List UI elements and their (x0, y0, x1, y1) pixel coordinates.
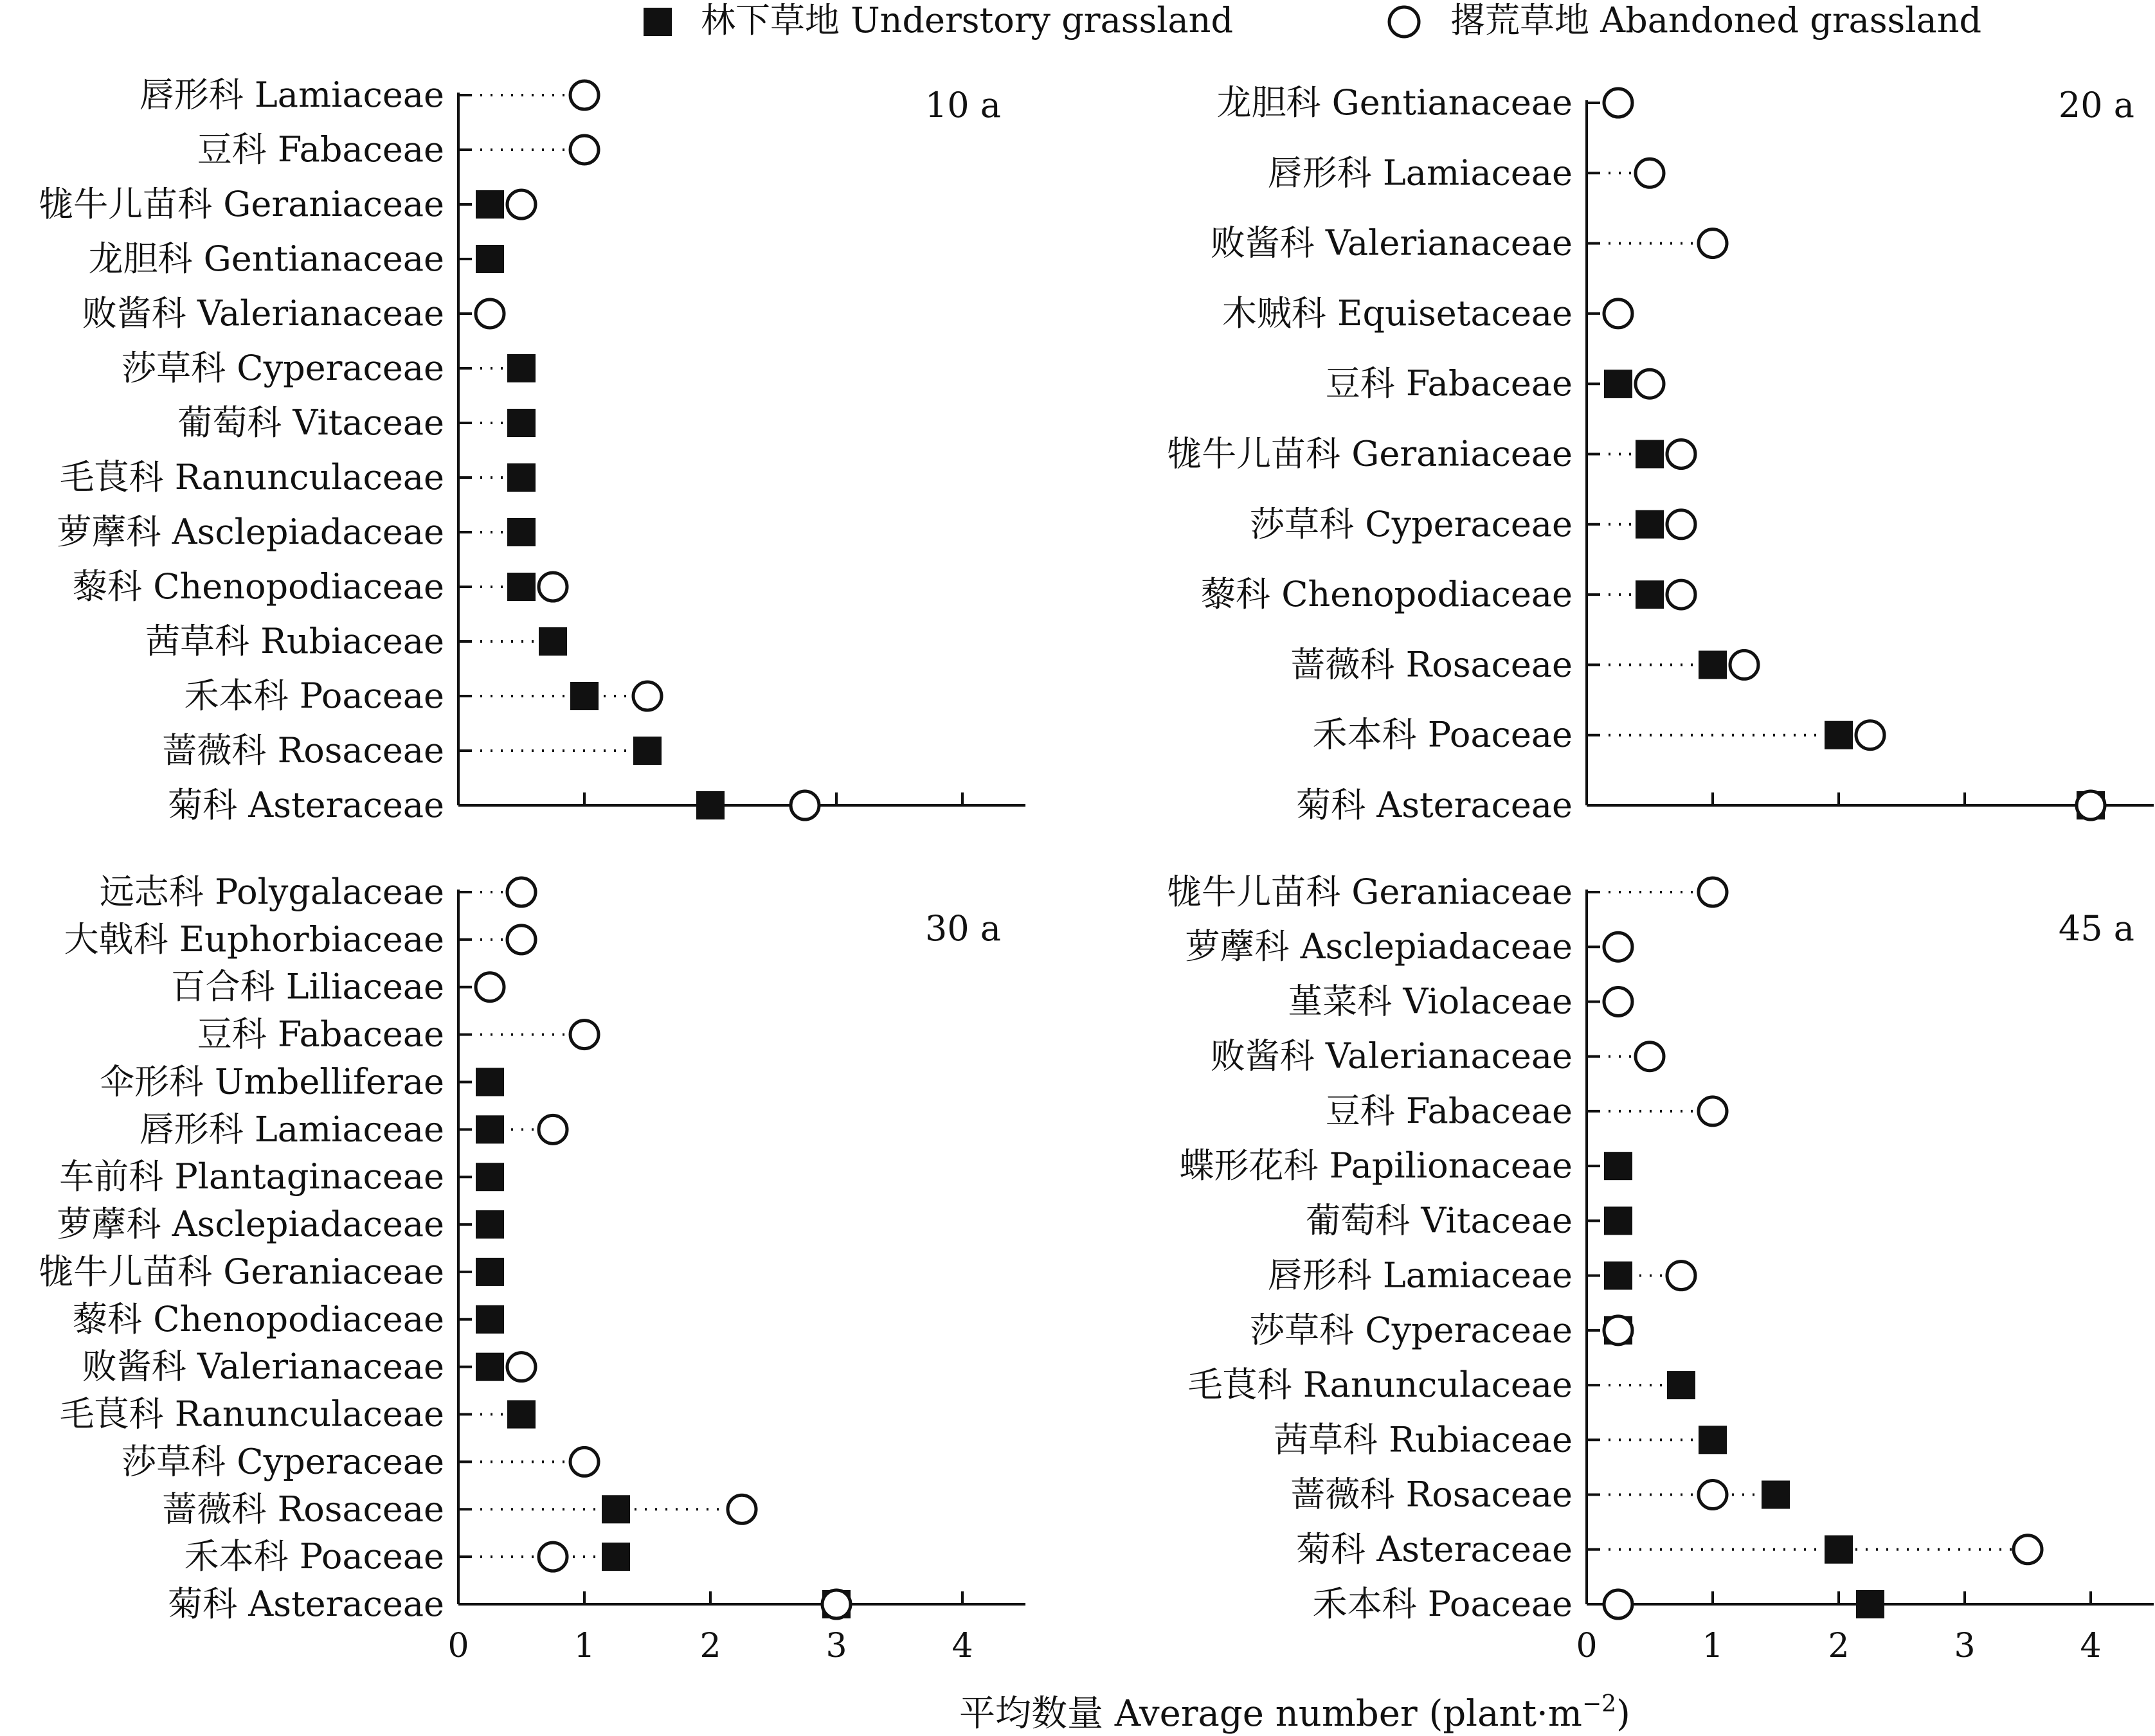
point-abandoned (507, 926, 536, 954)
point-understory (1825, 721, 1853, 749)
point-abandoned (539, 1543, 567, 1571)
category-label: 伞形科 Umbelliferae (99, 1061, 444, 1102)
category-label: 莎草科 Cyperaceae (122, 1441, 444, 1482)
point-abandoned (1604, 300, 1632, 328)
point-abandoned (822, 1590, 851, 1618)
category-label: 藜科 Chenopodiaceae (73, 1298, 444, 1339)
category-label: 萝藦科 Asclepiadaceae (57, 1204, 444, 1245)
category-label: 藜科 Chenopodiaceae (73, 566, 444, 607)
panel-label: 30 a (924, 908, 1001, 949)
legend-label-abandoned: 撂荒草地 Abandoned grassland (1450, 0, 1982, 40)
x-tick-label: 4 (2080, 1627, 2102, 1665)
point-understory (476, 1115, 504, 1143)
category-label: 萝藦科 Asclepiadaceae (1185, 926, 1573, 967)
point-abandoned (1636, 1042, 1664, 1071)
category-label: 毛茛科 Ranunculaceae (59, 457, 444, 497)
category-label: 毛茛科 Ranunculaceae (1187, 1365, 1573, 1406)
point-abandoned (633, 682, 662, 710)
panels (39, 75, 2154, 1665)
point-understory (539, 627, 567, 656)
point-understory (633, 737, 662, 765)
point-abandoned (570, 81, 599, 109)
point-abandoned (507, 190, 536, 219)
point-understory (570, 682, 599, 710)
point-abandoned (1604, 933, 1632, 961)
category-label: 禾本科 Poaceae (1312, 714, 1573, 755)
category-label: 木贼科 Equisetaceae (1222, 292, 1573, 334)
legend (644, 0, 1981, 40)
category-label: 蔷薇科 Rosaceae (162, 1489, 444, 1530)
category-label: 豆科 Fabaceae (1325, 1090, 1573, 1131)
point-abandoned (1730, 650, 1758, 679)
category-label: 菊科 Asteraceae (168, 785, 444, 825)
category-label: 败酱科 Valerianaceae (82, 293, 444, 334)
category-label: 豆科 Fabaceae (197, 1014, 444, 1055)
x-tick-label: 3 (825, 1627, 847, 1665)
point-abandoned (1636, 159, 1664, 187)
category-label: 豆科 Fabaceae (197, 129, 444, 170)
category-label: 蝶形花科 Papilionaceae (1179, 1145, 1573, 1186)
point-understory (1636, 510, 1664, 539)
category-label: 蔷薇科 Rosaceae (162, 730, 444, 771)
point-abandoned (1604, 987, 1632, 1016)
category-label: 牻牛儿苗科 Geraniaceae (39, 1251, 444, 1292)
point-abandoned (2014, 1535, 2042, 1564)
category-label: 禾本科 Poaceae (1312, 1584, 1573, 1624)
point-understory (1604, 1262, 1632, 1290)
x-axis-label-close: ) (1616, 1693, 1630, 1735)
x-axis-label-exponent: −2 (1582, 1691, 1617, 1717)
category-label: 莎草科 Cyperaceae (122, 348, 444, 388)
category-label: 莎草科 Cyperaceae (1250, 1309, 1573, 1350)
category-label: 萝藦科 Asclepiadaceae (57, 512, 444, 552)
category-label: 败酱科 Valerianaceae (1210, 222, 1573, 264)
point-understory (1604, 1206, 1632, 1235)
point-abandoned (1856, 721, 1884, 749)
point-understory (696, 791, 725, 819)
category-label: 堇菜科 Violaceae (1288, 981, 1573, 1022)
x-tick-label: 1 (573, 1627, 595, 1665)
point-abandoned (1604, 89, 1632, 117)
point-understory (1856, 1590, 1884, 1618)
point-understory (507, 573, 536, 601)
category-label: 藜科 Chenopodiaceae (1201, 574, 1573, 615)
x-tick-label: 0 (1576, 1627, 1598, 1665)
point-abandoned (1636, 370, 1664, 398)
category-label: 唇形科 Lamiaceae (139, 75, 444, 115)
category-label: 茜草科 Rubiaceae (145, 621, 444, 661)
point-understory (476, 1068, 504, 1096)
legend-square-marker (644, 8, 672, 36)
point-abandoned (570, 1447, 599, 1476)
point-understory (507, 518, 536, 546)
legend-circle-marker (1389, 7, 1419, 37)
point-understory (1825, 1535, 1853, 1564)
category-label: 唇形科 Lamiaceae (1267, 1255, 1573, 1296)
point-understory (1762, 1481, 1790, 1509)
point-abandoned (1699, 878, 1727, 906)
point-understory (507, 354, 536, 382)
category-label: 车前科 Plantaginaceae (59, 1156, 444, 1197)
panel-a (1167, 82, 2154, 825)
category-label: 龙胆科 Gentianaceae (1216, 82, 1573, 123)
point-abandoned (539, 1115, 567, 1143)
category-label: 豆科 Fabaceae (1325, 363, 1573, 404)
category-label: 莎草科 Cyperaceae (1250, 503, 1573, 544)
point-understory (476, 190, 504, 219)
point-abandoned (539, 573, 567, 601)
category-label: 葡萄科 Vitaceae (1306, 1200, 1573, 1241)
point-abandoned (1699, 1097, 1727, 1125)
category-label: 毛茛科 Ranunculaceae (59, 1393, 444, 1435)
x-tick-label: 2 (699, 1627, 721, 1665)
category-label: 葡萄科 Vitaceae (177, 402, 444, 443)
panel-a (1167, 872, 2154, 1665)
x-tick-label: 2 (1828, 1627, 1850, 1665)
point-abandoned (791, 791, 819, 819)
point-abandoned (1604, 1590, 1632, 1618)
category-label: 牻牛儿苗科 Geraniaceae (39, 184, 444, 224)
point-understory (507, 463, 536, 492)
panel-a (39, 872, 1025, 1665)
point-understory (507, 1400, 536, 1429)
category-label: 禾本科 Poaceae (184, 1536, 444, 1577)
x-tick-label: 1 (1702, 1627, 1724, 1665)
category-label: 蔷薇科 Rosaceae (1290, 644, 1573, 685)
point-understory (1667, 1371, 1695, 1399)
point-abandoned (1667, 580, 1695, 609)
point-understory (1604, 370, 1632, 398)
category-label: 百合科 Liliaceae (170, 966, 444, 1007)
x-tick-label: 3 (1954, 1627, 1976, 1665)
point-understory (476, 1305, 504, 1334)
point-abandoned (507, 878, 536, 906)
point-understory (602, 1543, 630, 1571)
point-understory (476, 1353, 504, 1381)
point-abandoned (570, 136, 599, 164)
category-label: 茜草科 Rubiaceae (1274, 1419, 1573, 1460)
point-abandoned (728, 1495, 756, 1523)
category-label: 败酱科 Valerianaceae (1210, 1035, 1573, 1077)
x-tick-label: 4 (951, 1627, 973, 1665)
point-abandoned (476, 973, 504, 1001)
point-understory (507, 409, 536, 437)
point-understory (476, 1258, 504, 1286)
panel-label: 10 a (924, 85, 1001, 125)
point-understory (476, 245, 504, 273)
panel-a (39, 75, 1025, 825)
point-abandoned (1667, 510, 1695, 539)
category-label: 唇形科 Lamiaceae (139, 1109, 444, 1150)
category-label: 败酱科 Valerianaceae (82, 1346, 444, 1387)
point-understory (476, 1210, 504, 1239)
category-label: 菊科 Asteraceae (1296, 785, 1573, 825)
point-understory (1699, 650, 1727, 679)
legend-label-understory: 林下草地 Understory grassland (701, 0, 1234, 40)
category-label: 牻牛儿苗科 Geraniaceae (1167, 433, 1573, 474)
panel-label: 20 a (2058, 85, 2134, 125)
x-axis-label-text: 平均数量 Average number (plant·m (959, 1693, 1582, 1735)
point-abandoned (2077, 791, 2105, 819)
point-abandoned (476, 300, 504, 328)
category-label: 菊科 Asteraceae (168, 1584, 444, 1624)
x-tick-label: 0 (447, 1627, 469, 1665)
category-label: 蔷薇科 Rosaceae (1290, 1474, 1573, 1515)
point-understory (1636, 580, 1664, 609)
point-understory (602, 1495, 630, 1523)
category-label: 龙胆科 Gentianaceae (88, 238, 444, 279)
panel-label: 45 a (2058, 908, 2134, 949)
point-abandoned (1699, 1481, 1727, 1509)
point-abandoned (1604, 1316, 1632, 1345)
point-understory (476, 1163, 504, 1191)
category-label: 远志科 Polygalaceae (99, 872, 444, 912)
point-abandoned (1667, 440, 1695, 469)
point-abandoned (1699, 229, 1727, 258)
point-abandoned (507, 1353, 536, 1381)
category-label: 大戟科 Euphorbiaceae (64, 918, 444, 960)
point-understory (1699, 1426, 1727, 1454)
category-label: 菊科 Asteraceae (1296, 1528, 1573, 1570)
point-understory (1604, 1152, 1632, 1180)
category-label: 禾本科 Poaceae (184, 676, 444, 716)
x-axis-label (959, 1691, 1630, 1735)
point-abandoned (1667, 1262, 1695, 1290)
point-abandoned (570, 1021, 599, 1049)
point-understory (1636, 440, 1664, 469)
category-label: 唇形科 Lamiaceae (1267, 152, 1573, 193)
category-label: 牻牛儿苗科 Geraniaceae (1167, 872, 1573, 912)
